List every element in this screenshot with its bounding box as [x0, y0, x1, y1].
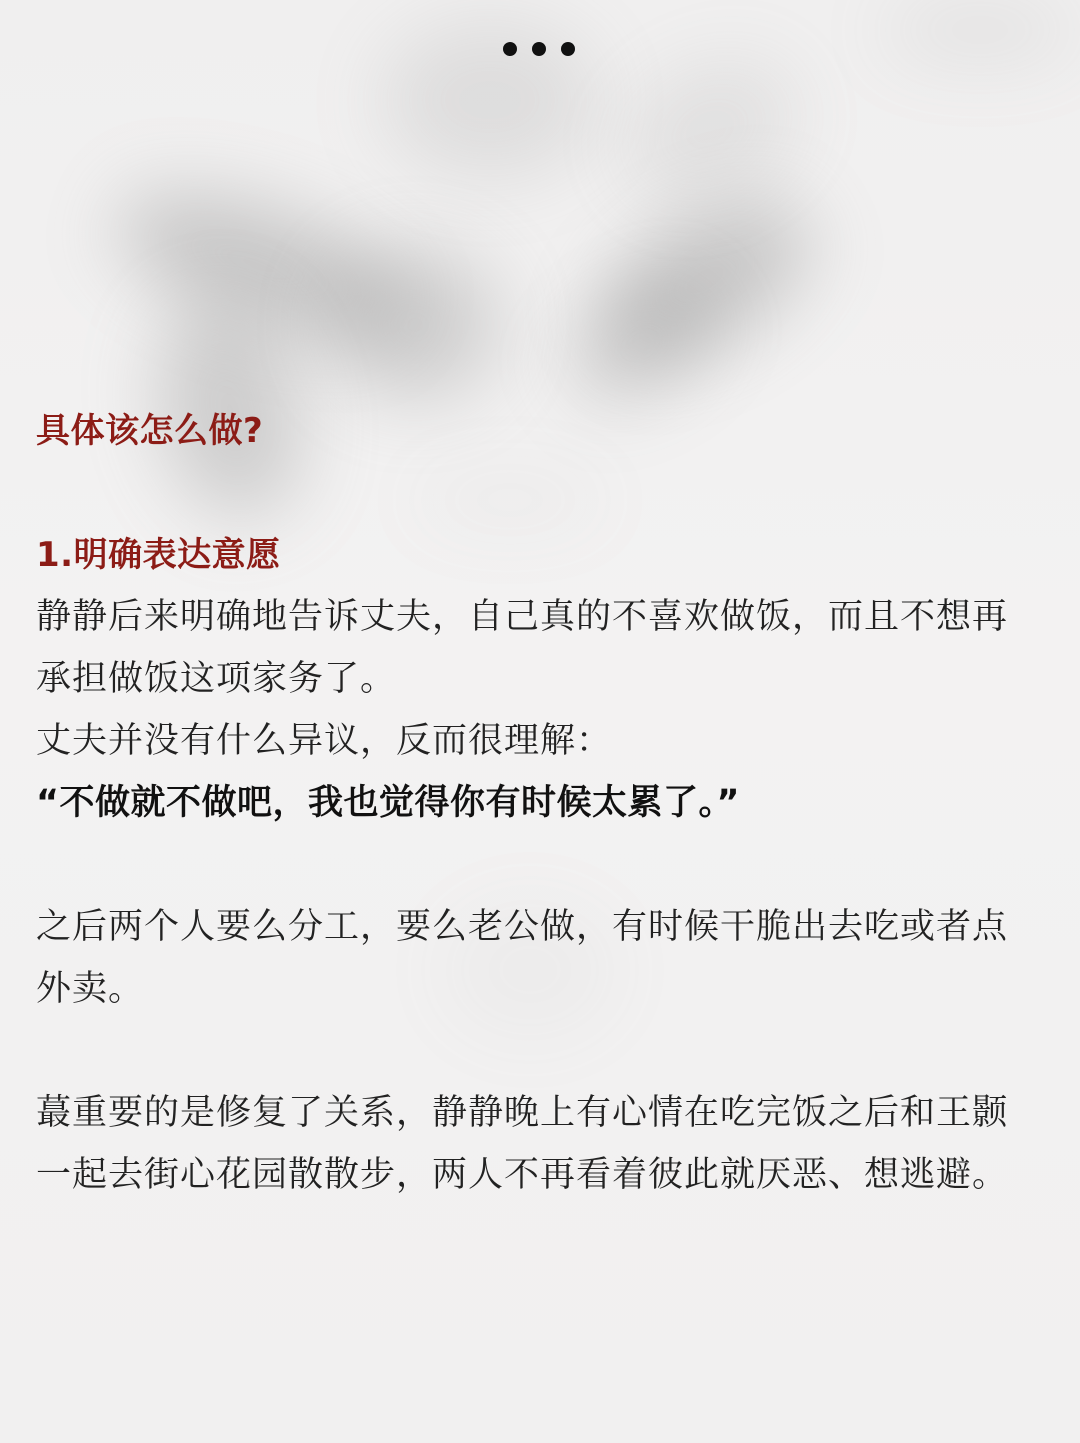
spacer	[36, 834, 1036, 896]
background-blur-shape	[603, 38, 817, 223]
background-blur-shape	[880, 0, 1080, 60]
spacer	[36, 462, 1036, 524]
quote: “不做就不做吧，我也觉得你有时候太累了。”	[36, 783, 741, 823]
dot	[503, 42, 517, 56]
more-dots-icon[interactable]	[503, 42, 575, 56]
paragraph: 之后两个人要么分工，要么老公做，有时候干脆出去吃或者点外卖。	[36, 907, 1009, 1009]
dot	[561, 42, 575, 56]
section-title: 具体该怎么做?	[36, 411, 264, 451]
dot	[532, 42, 546, 56]
spacer	[36, 1020, 1036, 1082]
background-blur-shape	[330, 250, 500, 400]
paragraph: 蕞重要的是修复了关系，静静晚上有心情在吃完饭之后和王颢一起去街心花园散散步，两人不再看着彼此就厌恶、想逃避。	[36, 1093, 1009, 1195]
paragraph: 丈夫并没有什么异议，反而很理解：	[36, 721, 613, 761]
paragraph: 静静后来明确地告诉丈夫，自己真的不喜欢做饭，而且不想再承担做饭这项家务了。	[36, 597, 1009, 699]
article-body	[36, 400, 1036, 1206]
subsection-title: 1.明确表达意愿	[36, 535, 281, 575]
